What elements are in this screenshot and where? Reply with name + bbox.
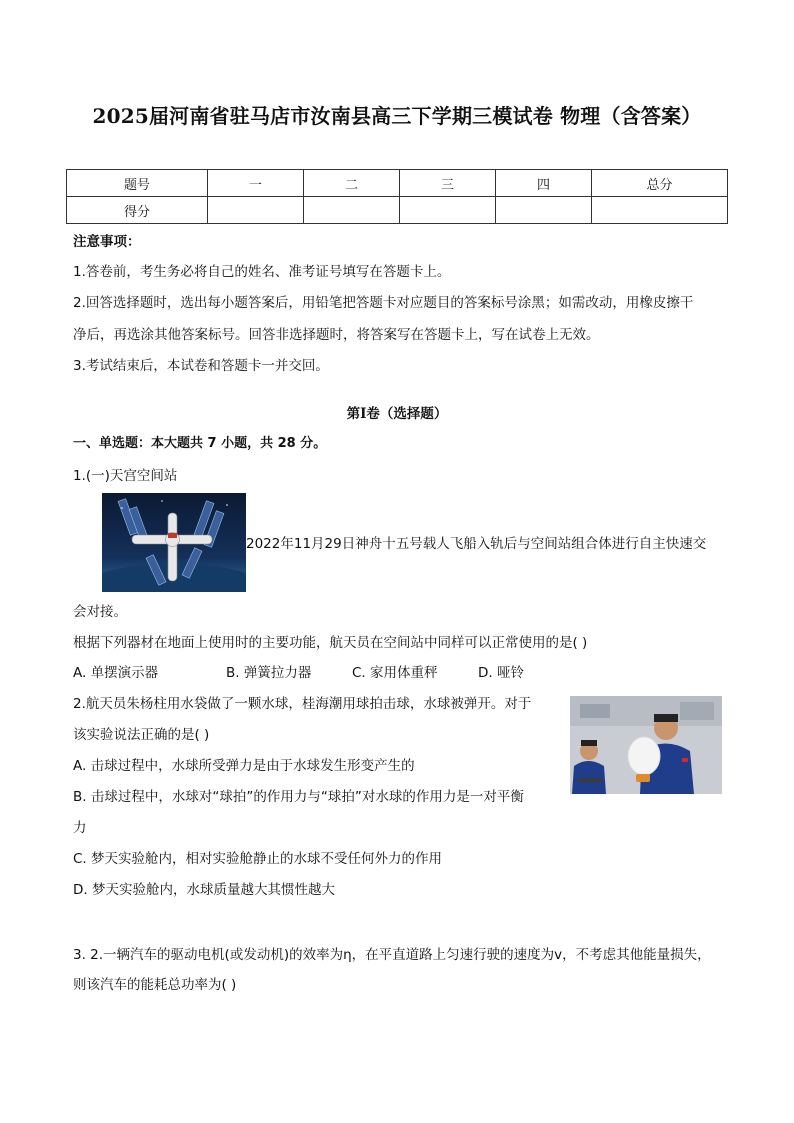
q2-block [73,689,563,906]
table-cell: 三 [400,170,496,197]
table-cell: 得分 [67,197,208,224]
score-input-cell[interactable] [592,197,728,224]
score-input-cell[interactable] [400,197,496,224]
table-cell: 一 [208,170,304,197]
table-cell: 二 [304,170,400,197]
q1-option-b[interactable]: B. 弹簧拉力器 [226,665,312,681]
q1-option-c[interactable]: C. 家用体重秤 [352,665,438,681]
notice-item-3: 3.考试结束后，本试卷和答题卡一并交回。 [73,358,329,374]
table-cell: 题号 [67,170,208,197]
table-cell: 总分 [592,170,728,197]
table-cell: 四 [496,170,592,197]
q1-text-line-1: 2022年11月29日神舟十五号载人飞船入轨后与空间站组合体进行自主快速交 [246,536,707,552]
q1-option-d[interactable]: D. 哑铃 [478,665,524,681]
q2-option-a[interactable]: A. 击球过程中，水球所受弹力是由于水球发生形变产生的 [73,758,415,774]
section-title: 第I卷（选择题） [346,406,448,422]
astronaut-water-ball-image [570,696,722,794]
q1-heading: 1.(一)天宫空间站 [73,468,178,484]
score-table-header-row [67,170,728,197]
q3-line-2: 则该汽车的能耗总功率为( ) [73,977,237,993]
q1-option-a[interactable]: A. 单摆演示器 [73,665,159,681]
notice-heading: 注意事项： [73,234,141,250]
notice-item-2-line-2: 净后，再选涂其他答案标号。回答非选择题时，将答案写在答题卡上，写在试卷上无效。 [73,327,600,343]
q1-text-line-2: 会对接。 [73,604,127,620]
score-table-score-row [67,197,728,224]
q1-question: 根据下列器材在地面上使用时的主要功能，航天员在空间站中同样可以正常使用的是( ) [73,635,588,651]
q2-option-c[interactable]: C. 梦天实验舱内，相对实验舱静止的水球不受任何外力的作用 [73,851,443,867]
q2-option-b-line-1[interactable]: B. 击球过程中，水球对“球拍”的作用力与“球拍”对水球的作用力是一对平衡 [73,789,524,805]
q1-options [73,663,524,683]
q2-line-1: 2.航天员朱杨柱用水袋做了一颗水球，桂海潮用球拍击球，水球被弹开。对于 [73,696,532,712]
space-station-image [102,493,246,592]
notice-item-1: 1.答卷前，考生务必将自己的姓名、准考证号填写在答题卡上。 [73,264,451,280]
q2-option-b-line-2[interactable]: 力 [73,820,87,836]
score-input-cell[interactable] [496,197,592,224]
q2-line-2: 该实验说法正确的是( ) [73,727,210,743]
page-title: 2025届河南省驻马店市汝南县高三下学期三模试卷 物理（含答案） [92,104,702,128]
score-table [66,169,728,224]
q3-line-1: 3. 2.一辆汽车的驱动电机(或发动机)的效率为η，在平直道路上匀速行驶的速度为v，不考虑其他能量损失， [73,947,711,963]
score-input-cell[interactable] [304,197,400,224]
score-input-cell[interactable] [208,197,304,224]
q2-option-d[interactable]: D. 梦天实验舱内，水球质量越大其惯性越大 [73,882,335,898]
section-subtitle: 一、单选题：本大题共 7 小题，共 28 分。 [73,436,327,451]
notice-item-2-line-1: 2.回答选择题时，选出每小题答案后，用铅笔把答题卡对应题目的答案标号涂黑；如需改动，用橡皮擦干 [73,295,694,311]
